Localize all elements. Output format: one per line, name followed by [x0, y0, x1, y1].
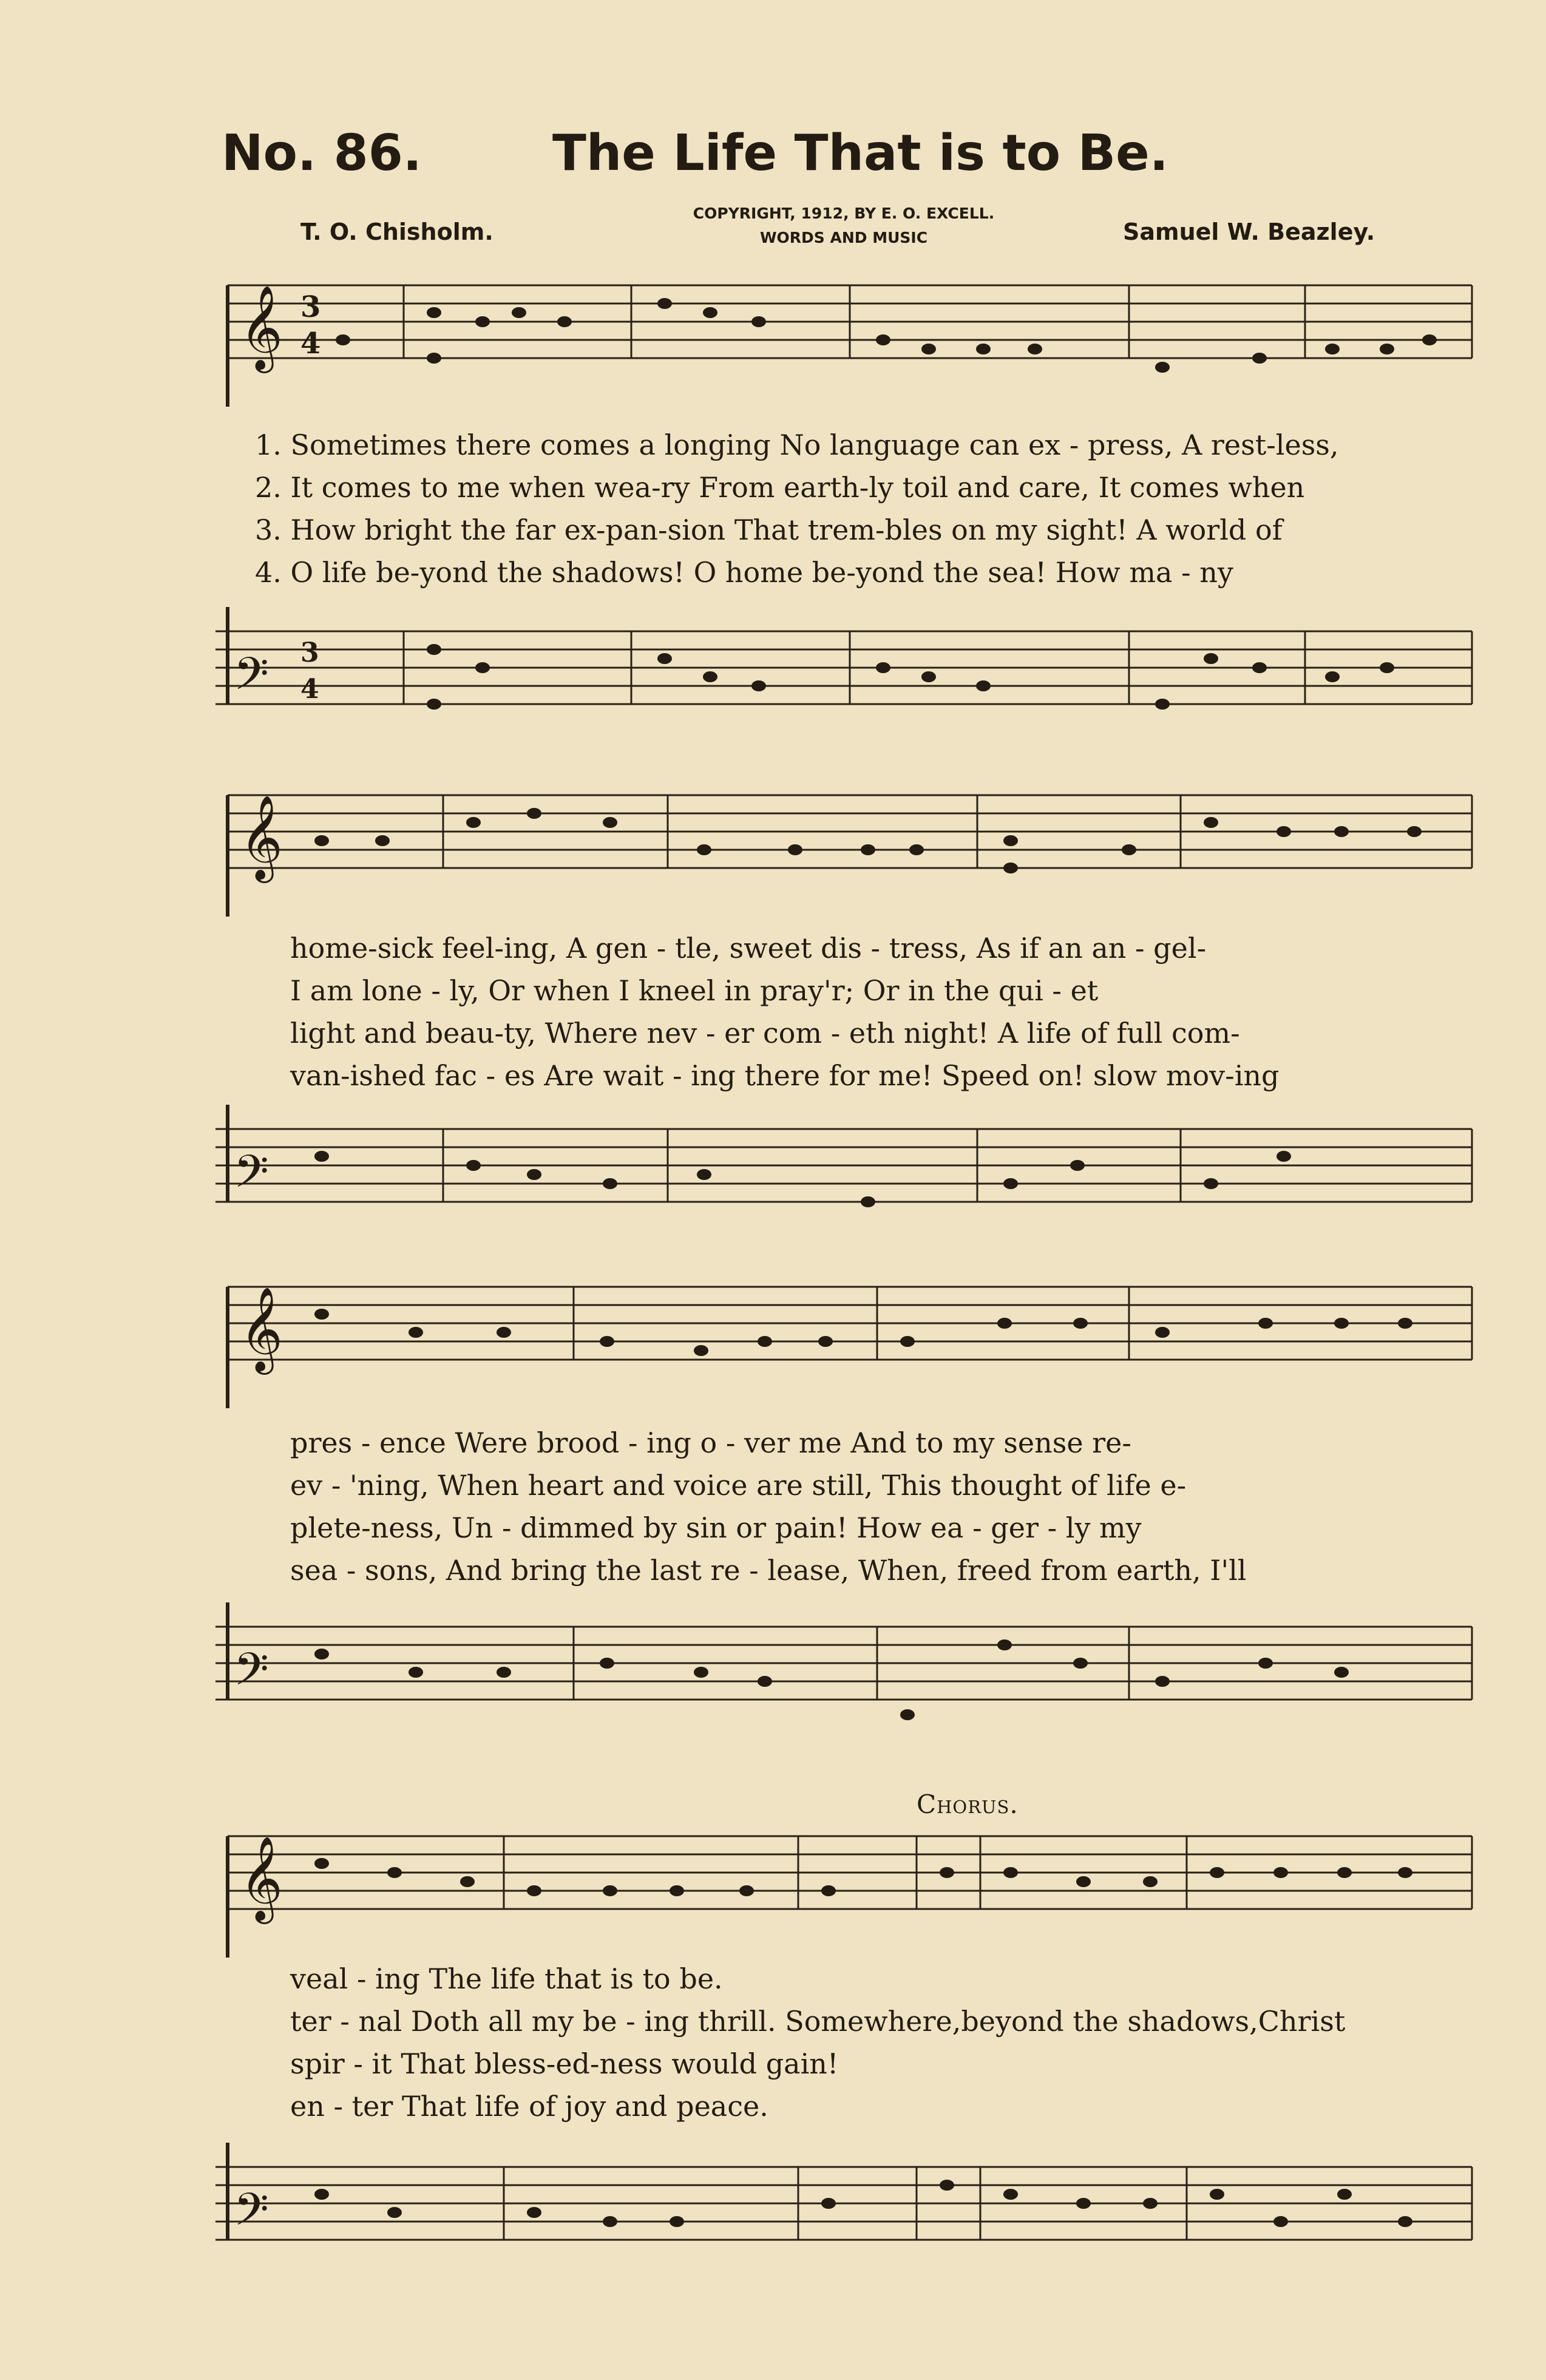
hymn-number: No. 86.	[222, 124, 422, 182]
svg-text:4: 4	[300, 327, 321, 361]
lyric-line-verse-2: ev - 'ning, When heart and voice are still, This thought of life e-	[290, 1469, 1187, 1502]
lyric-line-verse-3: plete-ness, Un - dimmed by sin or pain! How ea - ger - ly my	[290, 1511, 1142, 1544]
lyric-line-verse-1: veal - ing The life that is to be.	[290, 1962, 723, 1995]
svg-text:𝄢: 𝄢	[234, 648, 269, 711]
treble-staff	[215, 1818, 1478, 1958]
svg-text:𝄢: 𝄢	[234, 1643, 269, 1707]
svg-text:𝄢: 𝄢	[234, 1145, 269, 1209]
verse-lines-system-4	[290, 1958, 1345, 2127]
treble-staff	[215, 777, 1478, 917]
copyright-notice	[619, 202, 1068, 250]
treble-staff	[215, 1269, 1478, 1408]
lyric-line-verse-2: I am lone - ly, Or when I kneel in pray'r; Or in the qui - et	[290, 974, 1099, 1007]
svg-text:𝄞: 𝄞	[240, 1836, 283, 1921]
lyric-line-verse-1: 1. Sometimes there comes a longing No language can ex - press, A rest-less,	[255, 429, 1339, 461]
chorus-label: Chorus.	[917, 1789, 1019, 1819]
svg-text:𝄞: 𝄞	[240, 1287, 283, 1371]
lyric-line-verse-3: 3. How bright the far ex-pan-sion That trem-bles on my sight! A world of	[255, 514, 1283, 546]
svg-text:𝄞: 𝄞	[240, 795, 283, 880]
hymn-title: The Life That is to Be.	[552, 124, 1168, 182]
composer-credit: Samuel W. Beazley.	[1123, 219, 1375, 245]
verse-lines-system-1	[255, 424, 1339, 594]
bass-staff	[215, 1602, 1478, 1730]
lyric-line-verse-3: light and beau-ty, Where nev - er com - eth night! A life of full com-	[290, 1017, 1240, 1049]
lyric-line-verse-4: sea - sons, And bring the last re - lease, When, freed from earth, I'll	[290, 1554, 1247, 1587]
svg-text:3: 3	[300, 637, 319, 668]
lyric-line-verse-4: en - ter That life of joy and peace.	[290, 2090, 768, 2123]
bass-staff	[215, 2143, 1478, 2276]
lyric-line-verse-3: spir - it That bless-ed-ness would gain!	[290, 2047, 839, 2080]
svg-text:𝄢: 𝄢	[234, 2183, 269, 2247]
treble-staff	[215, 267, 1478, 407]
copyright-subline: WORDS AND MUSIC	[759, 229, 928, 246]
verse-lines-system-3	[290, 1422, 1247, 1592]
lyric-line-verse-2: ter - nal Doth all my be - ing thrill. Somewhere,beyond the shadows,Christ	[290, 2005, 1346, 2038]
bass-staff	[215, 1105, 1478, 1232]
verse-lines-system-2	[290, 927, 1280, 1097]
svg-text:3: 3	[300, 290, 321, 324]
bass-staff	[215, 607, 1478, 734]
svg-text:𝄞: 𝄞	[240, 285, 283, 370]
lyric-line-verse-1: pres - ence Were brood - ing o - ver me And to my sense re-	[290, 1426, 1131, 1459]
lyric-line-verse-2: 2. It comes to me when wea-ry From earth-ly toil and care, It comes when	[255, 471, 1305, 504]
lyricist-credit: T. O. Chisholm.	[300, 219, 493, 245]
lyric-line-verse-4: van-ished fac - es Are wait - ing there for me! Speed on! slow mov-ing	[290, 1059, 1280, 1092]
lyric-line-verse-4: 4. O life be-yond the shadows! O home be-yond the sea! How ma - ny	[255, 556, 1233, 589]
lyric-line-verse-1: home-sick feel-ing, A gen - tle, sweet dis - tress, As if an an - gel-	[290, 932, 1207, 965]
svg-text:4: 4	[300, 674, 319, 705]
copyright-line: COPYRIGHT, 1912, BY E. O. EXCELL.	[693, 205, 995, 222]
